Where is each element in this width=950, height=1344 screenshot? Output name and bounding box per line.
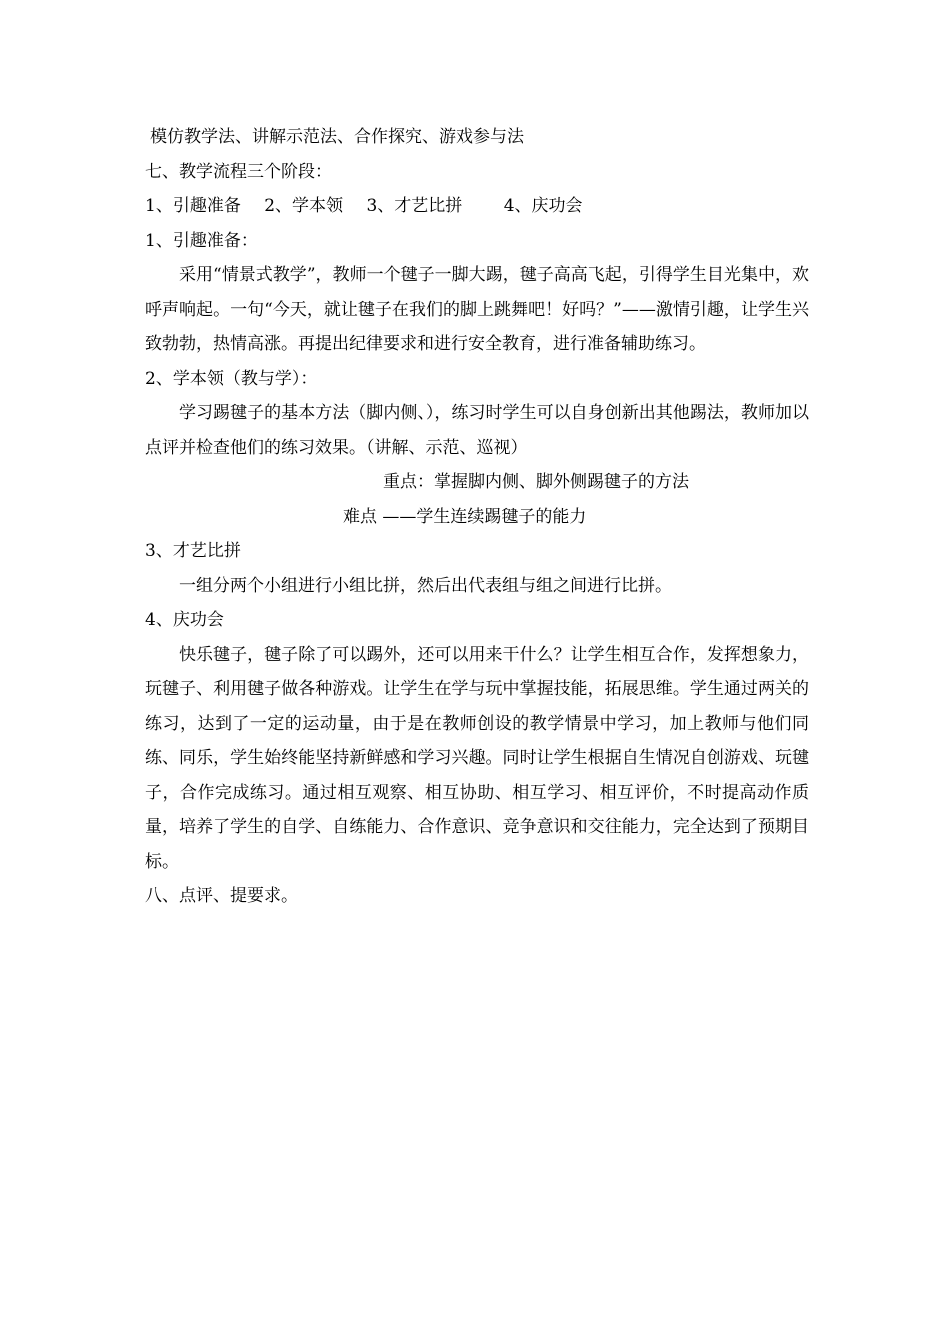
stage-2-paragraph: 学习踢毽子的基本方法（脚内侧、），练习时学生可以自身创新出其他踢法，教师加以点评并检查他们的练习效果。（讲解、示范、巡视） bbox=[145, 403, 809, 458]
stage-1-paragraph: 采用“情景式教学”，教师一个毽子一脚大踢，毽子高高飞起，引得学生目光集中，欢呼声响起。一句“今天，就让毽子在我们的脚上跳舞吧！好吗？”——激情引趣，让学生兴致勃勃，热情高涨。再提出纪律要求和进行安全教育，进行准备辅助练习。 bbox=[145, 265, 809, 354]
section-7-heading: 七、教学流程三个阶段： bbox=[145, 161, 332, 182]
difficulty-point: 难点 ——学生连续踢毽子的能力 bbox=[343, 506, 587, 527]
stage-2-heading: 2、学本领（教与学）： bbox=[145, 368, 318, 389]
stage-list-item: 1、引趣准备 bbox=[145, 196, 241, 216]
key-point: 重点：掌握脚内侧、脚外侧踢毽子的方法 bbox=[383, 472, 689, 492]
stage-3-heading: 3、才艺比拼 bbox=[145, 541, 241, 561]
document-body bbox=[145, 120, 809, 914]
section-8-heading: 八、点评、提要求。 bbox=[145, 886, 298, 906]
stage-4-heading: 4、庆功会 bbox=[145, 610, 224, 630]
teaching-methods: 模仿教学法、讲解示范法、合作探究、游戏参与法 bbox=[150, 127, 524, 147]
stage-list-item: 3、才艺比拼 bbox=[366, 196, 463, 216]
stage-list-item: 2、学本领 bbox=[264, 196, 344, 216]
stage-3-paragraph: 一组分两个小组进行小组比拼，然后出代表组与组之间进行比拼。 bbox=[179, 575, 672, 596]
stage-1-heading: 1、引趣准备： bbox=[145, 230, 258, 251]
stage-4-paragraph: 快乐毽子，毽子除了可以踢外，还可以用来干什么？让学生相互合作，发挥想象力，玩毽子、利用毽子做各种游戏。让学生在学与玩中掌握技能，拓展思维。学生通过两关的练习，达到了一定的运动量，由于是在教师创设的教学情景中学习，加上教师与他们同练、同乐，学生始终能坚持新鲜感和学习兴趣。同时让学生根据自生情况自创游戏、玩毽子，合作完成练习。通过相互观察、相互协助、相互学习、相互评价，不时提高动作质量，培养了学生的自学、自练能力、合作意识、竞争意识和交往能力，完全达到了预期目标。 bbox=[145, 644, 809, 872]
stage-list bbox=[145, 189, 809, 224]
stage-list-item: 4、庆功会 bbox=[503, 196, 583, 216]
